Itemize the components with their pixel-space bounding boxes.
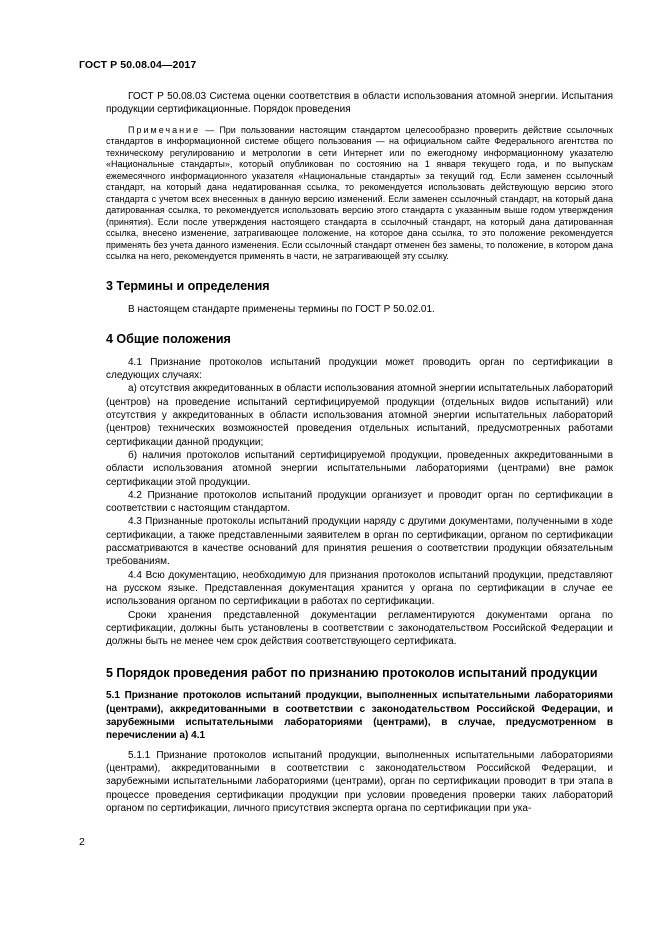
clause-4-4: 4.4 Всю документацию, необходимую для признания протоколов испытаний продукции, представляют на русском языке. Представленная документация хранится у органа по сертификации в случае ее использования органом по сертификации в работах по сертификации. bbox=[106, 569, 613, 608]
subsection-5-1-heading: 5.1 Признание протоколов испытаний продукции, выполненных испытательными лабораториями (центрами), аккредитованными в соответствии с законодательством Российской Федерации, и зарубежными испытательными лабораториями (центрами), в случае, предусмотренном в перечислении а) 4.1 bbox=[106, 690, 613, 742]
section-3-text: В настоящем стандарте применены термины по ГОСТ Р 50.02.01. bbox=[128, 303, 435, 315]
section-4-heading: 4 Общие положения bbox=[106, 331, 231, 346]
clause-4-2: 4.2 Признание протоколов испытаний продукции организует и проводит орган по сертификации в соответствии с настоящим стандартом. bbox=[106, 489, 613, 515]
clause-5-1-1: 5.1.1 Признание протоколов испытаний продукции, выполненных испытательными лабораториями (центрами), аккредитованными в соответствии с законодательством Российской Федерации, и зарубежными испытательными лабораториями (центрами), орган по сертификации проводит в три этапа в процессе проведения сертификации продукции при условии проведения проверки таких лабораторий органом по сертификации, личного присутствия эксперта органа по сертификации при ука- bbox=[106, 749, 613, 814]
document-code-header: ГОСТ Р 50.08.04—2017 bbox=[79, 59, 197, 71]
reference-paragraph: ГОСТ Р 50.08.03 Система оценки соответствия в области использования атомной энергии. Испытания продукции сертификационные. Порядок проведения bbox=[106, 91, 613, 116]
section-5-heading: 5 Порядок проведения работ по признанию протоколов испытаний продукции bbox=[106, 666, 598, 681]
clause-4-1-a: а) отсутствия аккредитованных в области использования атомной энергии испытательных лабораторий (центров) на проведение испытаний сертифицируемой продукции (отдельных видов испытаний) или отсутствия у аккредитованных в области использования атомной энергии испытательных лабораторий (центров) технических возможностей проведения отдельных испытаний, предусмотренных работами сертификации данной продукции; bbox=[106, 383, 613, 448]
page-number: 2 bbox=[79, 836, 85, 848]
section-3-heading: 3 Термины и определения bbox=[106, 278, 270, 293]
clause-4-1-b: б) наличия протоколов испытаний сертифицируемой продукции, проведенных аккредитованными в области использования атомной энергии испытательными лабораториями (центрами) вне рамок сертификации этой продукции. bbox=[106, 449, 613, 488]
note-label: Примечание bbox=[128, 124, 201, 135]
clause-4-3: 4.3 Признанные протоколы испытаний продукции наряду с другими документами, полученными в ходе сертификации, а также представленными заявителем в орган по сертификации, органом по сертификации рассматриваются в качестве оснований для принятия решения о соответствии продукции обязательным требованиям. bbox=[106, 516, 613, 568]
clause-4-1: 4.1 Признание протоколов испытаний продукции может проводить орган по сертификации в следующих случаях: bbox=[106, 356, 613, 382]
note-paragraph bbox=[106, 125, 613, 263]
page-content bbox=[106, 90, 613, 815]
note-text: — При пользовании настоящим стандартом целесообразно проверить действие ссылочных стандартов в информационной системе общего пользования — на официальном сайте Федерального агентства по техническому регулированию и метрологии в сети Интернет или по ежегодному информационному указателю «Национальные стандарты», который опубликован по состоянию на 1 января текущего года, и по выпускам ежемесячного информационного указателя «Национальные стандарты» за текущий год. Если заменен ссылочный стандарт, на который дана недатированная ссылка, то рекомендуется использовать действующую версию этого стандарта с учетом всех внесенных в данную версию изменений. Если заменен ссылочный стандарт, на который дана датированная ссылка, то рекомендуется использовать версию этого стандарта с указанным выше годом утверждения (принятия). Если после утверждения настоящего стандарта в ссылочный стандарт, на который дана датированная ссылка, внесено изменение, затрагивающее положение, на которое дана ссылка, то это положение рекомендуется применять без учета данного изменения. Если ссылочный стандарт отменен без замены, то положение, в котором дана ссылка на него, рекомендуется применять в части, не затрагивающей эту ссылку. bbox=[106, 124, 613, 262]
clause-4-4-storage: Сроки хранения представленной документации регламентируются документами органа по сертификации, должны быть установлены в соответствии с законодательством Российской Федерации и должны быть не менее чем срок действия соответствующего сертификата. bbox=[106, 609, 613, 648]
